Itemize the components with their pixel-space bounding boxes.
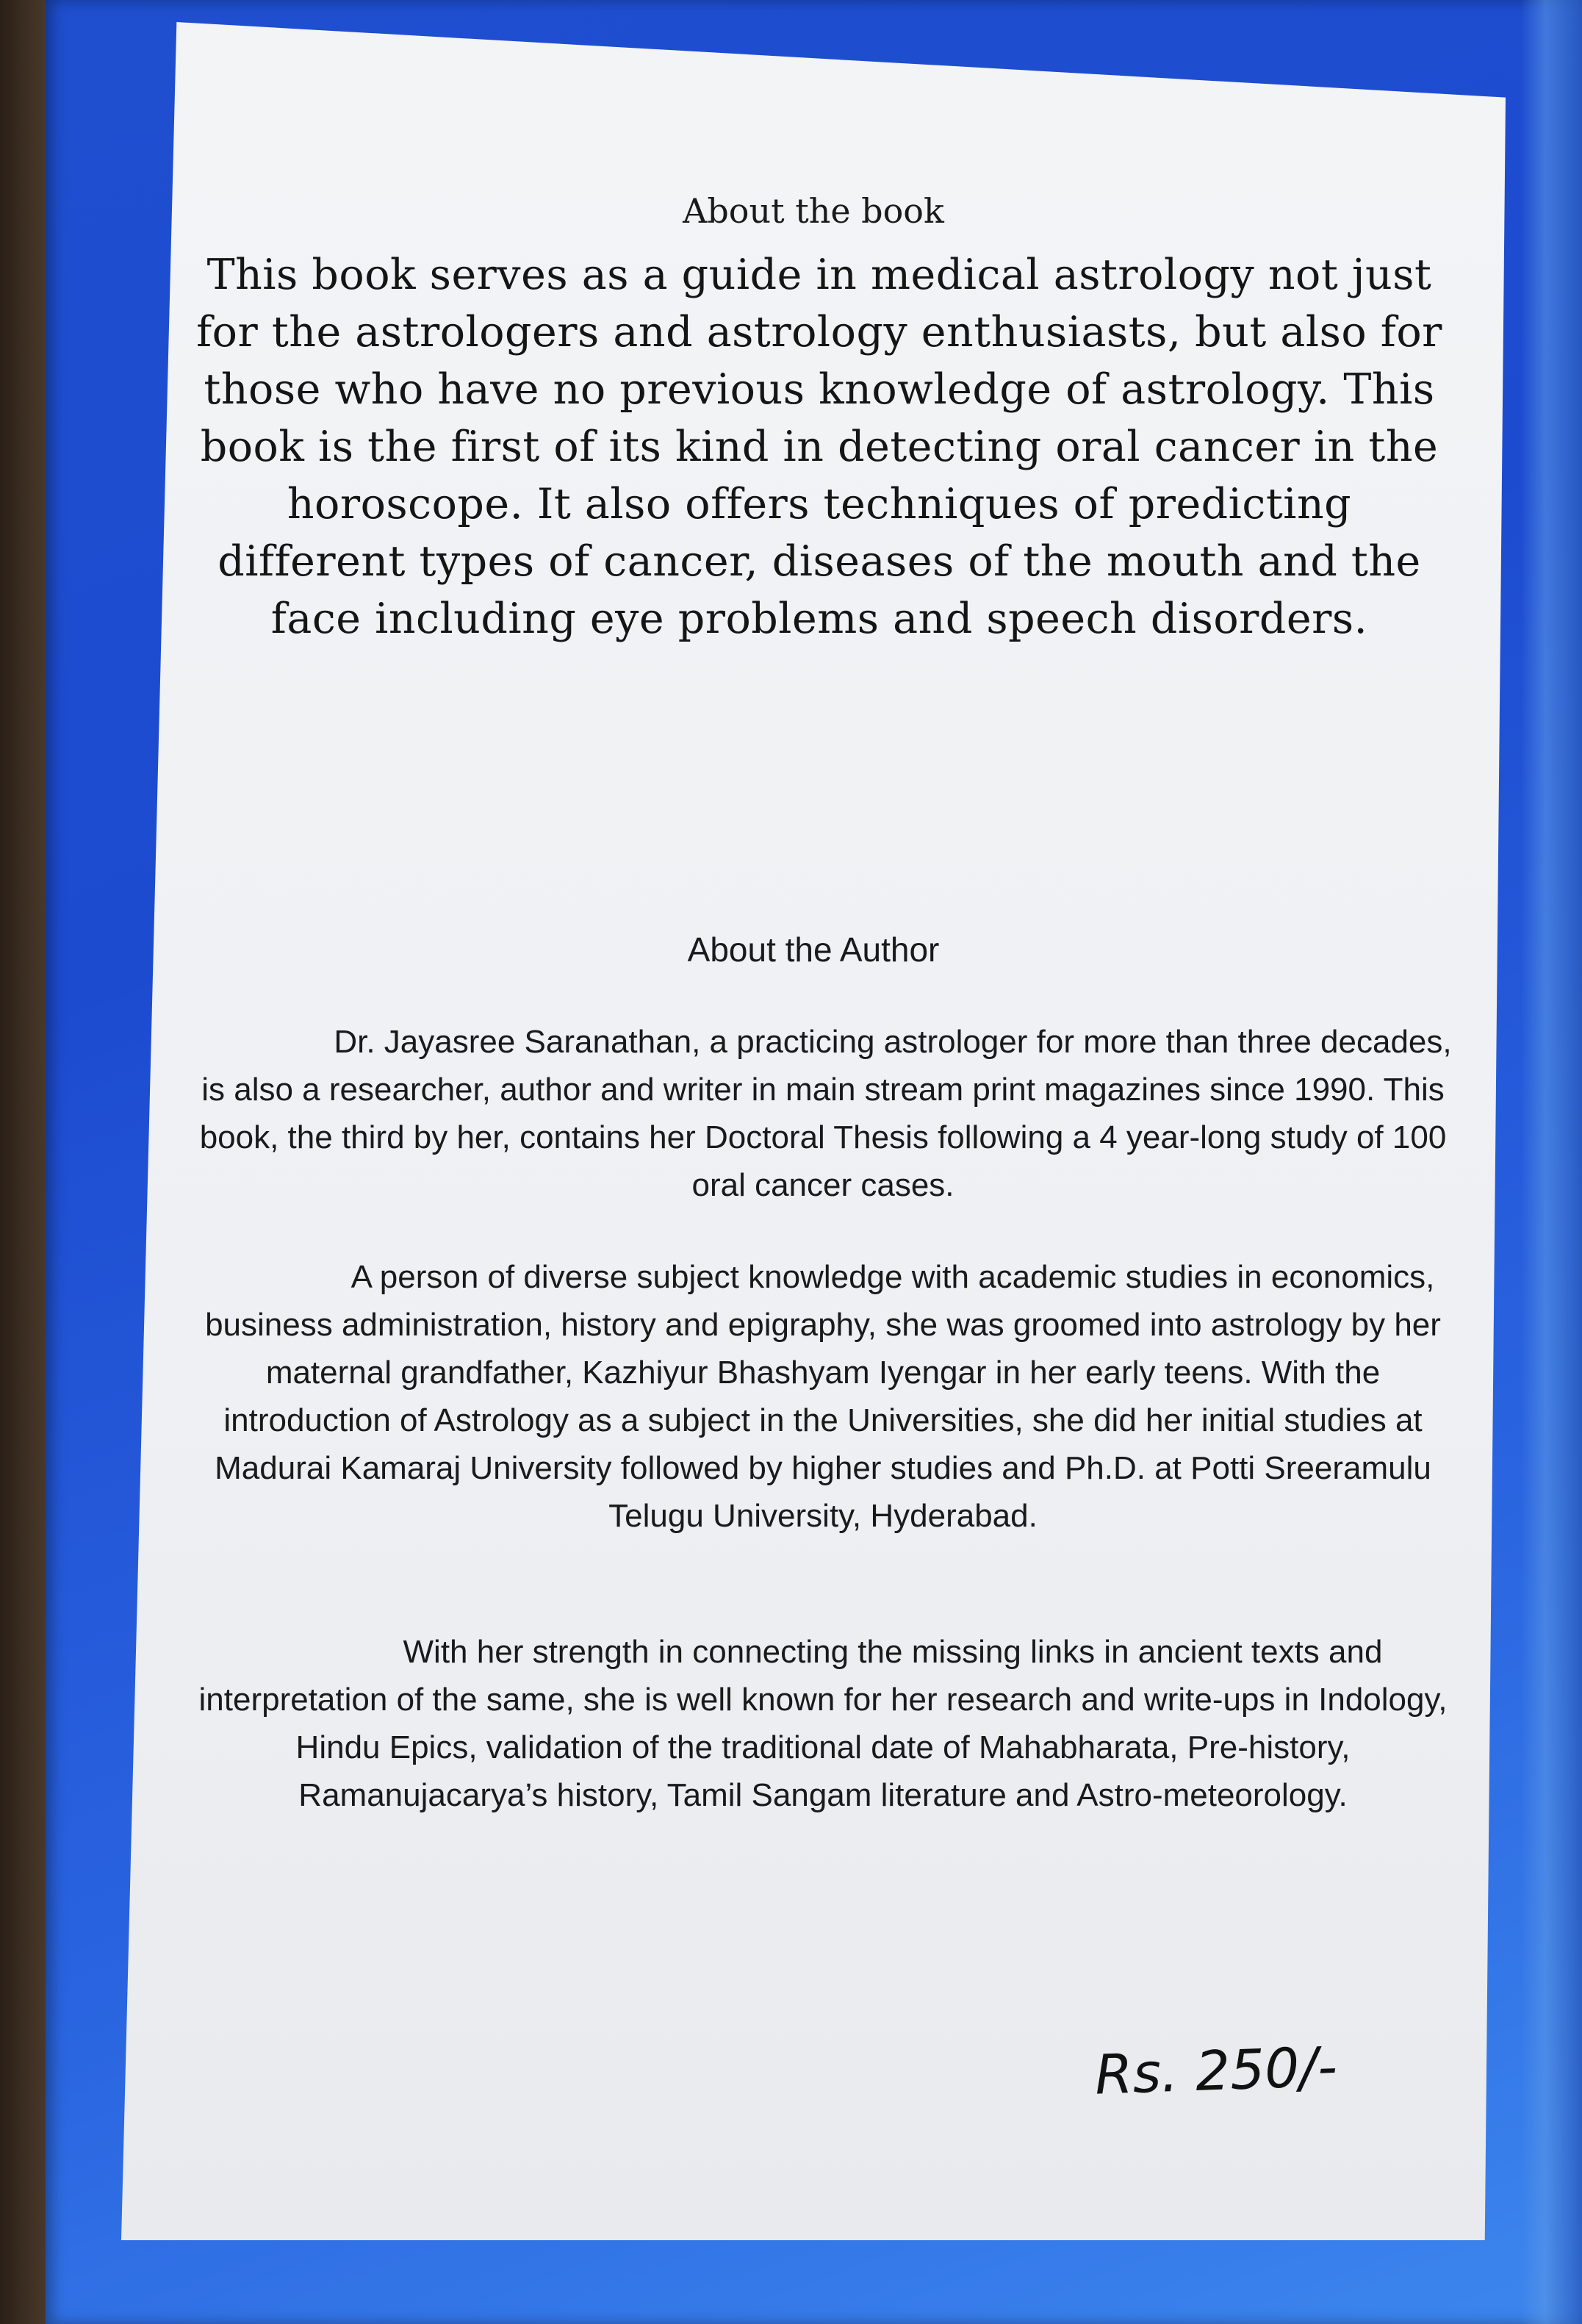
author-paragraph [184, 1253, 1462, 1540]
about-book-heading: About the book [683, 191, 944, 231]
author-paragraph [184, 1018, 1462, 1209]
handwritten-price: Rs. 250/- [1093, 2035, 1339, 2107]
book-cover-edge [1521, 0, 1582, 2324]
about-book-text: This book serves as a guide in medical astrology not just for the astrologers and astrology enthusiasts, but also for those who have no previous knowledge of astrology. This book is the first of its kind in detecting oral cancer in the horoscope. It also offers techniques of predicting different types of cancer, diseases of the mouth and the face including eye problems and speech disorders. [196, 251, 1442, 643]
author-paragraph-text: A person of diverse subject knowledge with academic studies in economics, business administration, history and epigraphy, she was groomed into astrology by her maternal grandfather, Kazhiyur Bhashyam Iyengar in her early teens. With the introduction of Astrology as a subject in the Universities, she did her initial studies at Madurai Kamaraj University followed by higher studies and Ph.D. at Potti Sreeramulu Telugu University, Hyderabad. [205, 1259, 1441, 1534]
author-paragraph-text: Dr. Jayasree Saranathan, a practicing astrologer for more than three decades, is also a researcher, author and writer in main stream print magazines since 1990. This book, the third by her, contains her Doctoral Thesis following a 4 year-long study of 100 oral cancer cases. [199, 1024, 1452, 1203]
author-paragraph-text: With her strength in connecting the missing links in ancient texts and interpretation of the same, she is well known for her research and write-ups in Indology, Hindu Epics, validation of the traditional date of Mahabharata, Pre-history, Ramanujacarya’s history, Tamil Sangam literature and Astro-meteorology. [198, 1634, 1448, 1813]
about-author-heading: About the Author [687, 930, 940, 969]
author-paragraph [184, 1628, 1462, 1819]
